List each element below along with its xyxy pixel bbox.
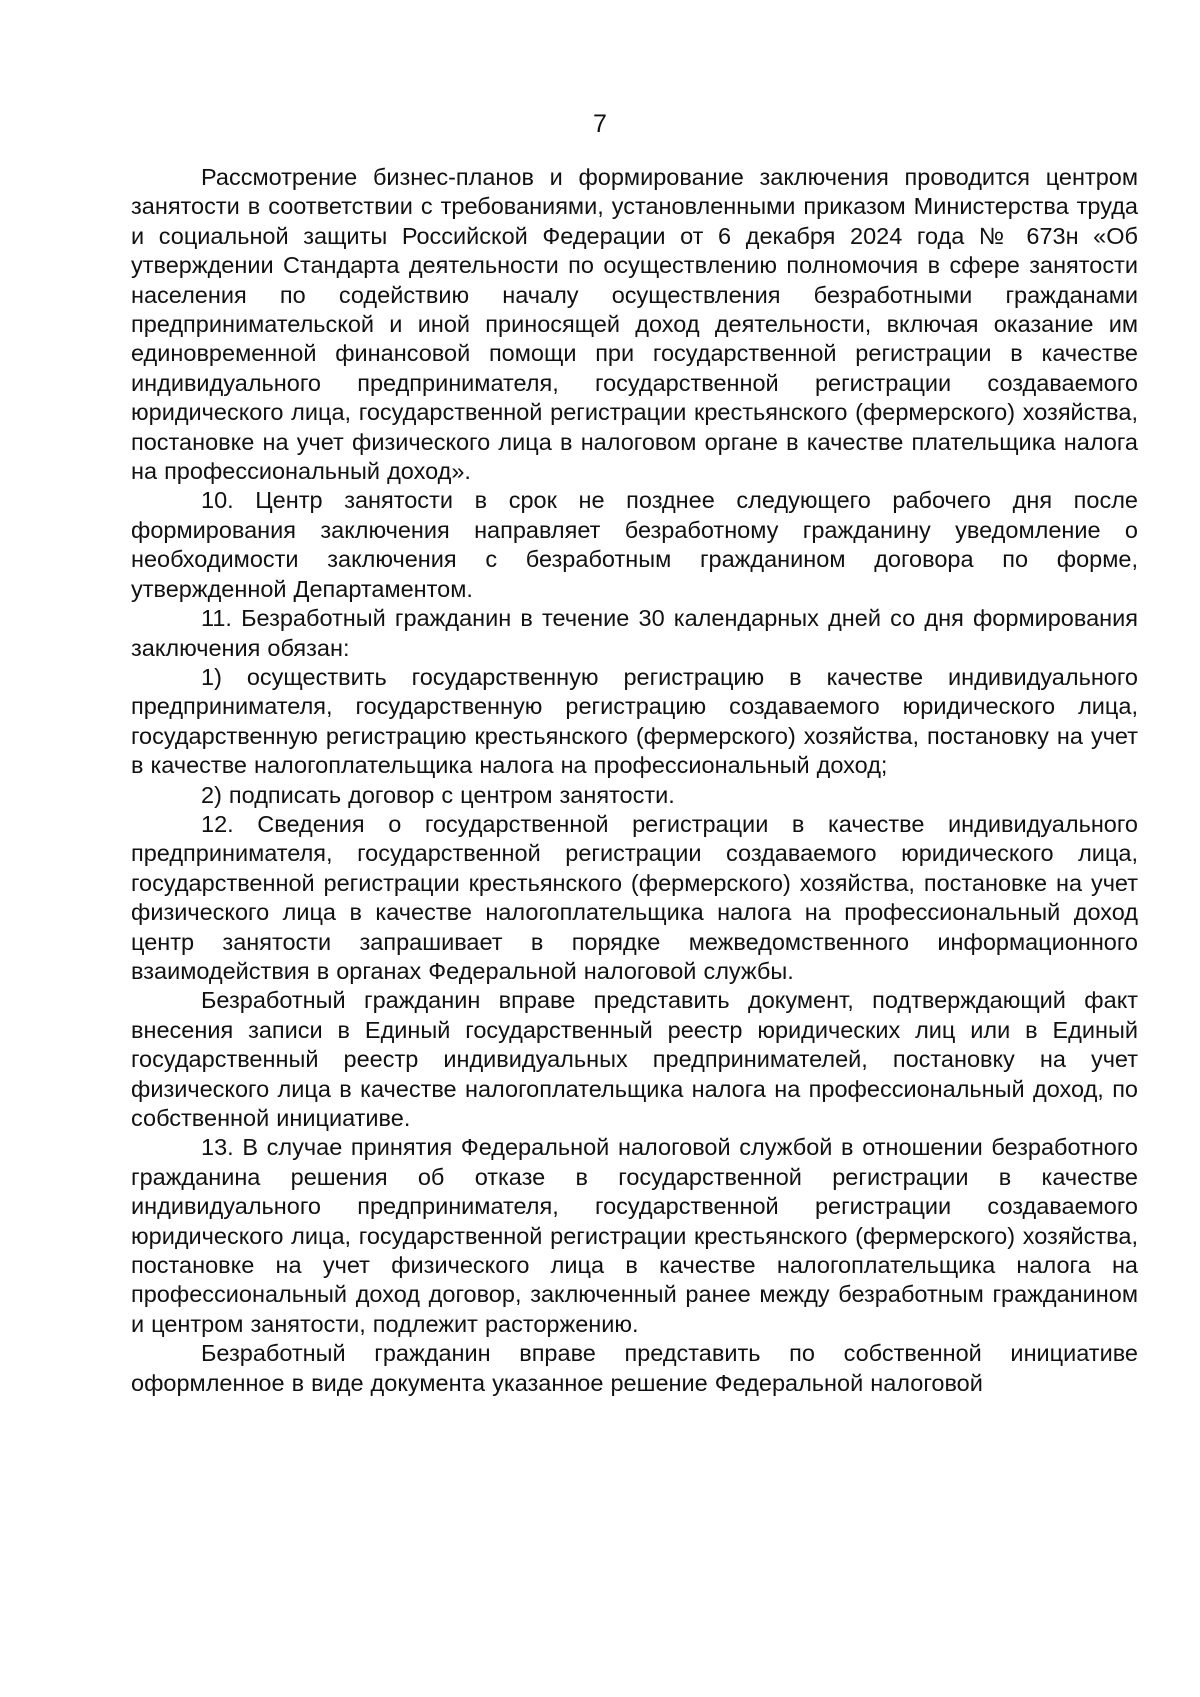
paragraph-item-10: 10. Центр занятости в срок не позднее следующего рабочего дня после формирования заключения направляет безработному гражданину уведомление о необходимости заключения с безработным гражданином договора по форме, утвержденной Департаментом. <box>131 487 1138 602</box>
document-body <box>131 163 1138 1398</box>
paragraph-item-11-sub-1: 1) осуществить государственную регистрацию в качестве индивидуального предпринимателя, государственную регистрацию создаваемого юридического лица, государственную регистрацию крестьянского (фермерского) хозяйства, постановку на учет в качестве налогоплательщика налога на профессиональный доход; <box>131 663 1138 779</box>
paragraph-item-11-sub-2: 2) подписать договор с центром занятости. <box>201 781 675 808</box>
paragraph-business-plan-review: Рассмотрение бизнес-планов и формирование заключения проводится центром занятости в соответствии с требованиями, установленными приказом Министерства труда и социальной защиты Российской Федерации от 6 декабря 2024 года № 673н «Об утверждении Стандарта деятельности по осуществлению полномочия в сфере занятости населения по содействию началу осуществления безработными гражданами предпринимательской и иной приносящей доход деятельности, включая оказание им единовременной финансовой помощи при государственной регистрации в качестве индивидуального предпринимателя, государственной регистрации создаваемого юридического лица, государственной регистрации крестьянского (фермерского) хозяйства, постановке на учет физического лица в налоговом органе в качестве плательщика налога на профессиональный доход». <box>131 164 1138 485</box>
paragraph-item-13-decision-right: Безработный гражданин вправе представить по собственной инициативе оформленное в виде документа указанное решение Федеральной налоговой <box>131 1340 1138 1396</box>
page-number: 7 <box>593 110 607 138</box>
paragraph-item-13: 13. В случае принятия Федеральной налоговой службой в отношении безработного гражданина решения об отказе в государственной регистрации в качестве индивидуального предпринимателя, государственной регистрации создаваемого юридического лица, государственной регистрации крестьянского (фермерского) хозяйства, постановке на учет физического лица в качестве налогоплательщика налога на профессиональный доход договор, заключенный ранее между безработным гражданином и центром занятости, подлежит расторжению. <box>131 1134 1138 1337</box>
paragraph-item-11: 11. Безработный гражданин в течение 30 календарных дней со дня формирования заключения обязан: <box>131 605 1138 661</box>
paragraph-item-12: 12. Сведения о государственной регистрации в качестве индивидуального предпринимателя, государственной регистрации создаваемого юридического лица, государственной регистрации крестьянского (фермерского) хозяйства, постановке на учет физического лица в качестве налогоплательщика налога на профессиональный доход центр занятости запрашивает в порядке межведомственного информационного взаимодействия в органах Федеральной налоговой службы. <box>131 810 1138 984</box>
paragraph-item-12-document-right: Безработный гражданин вправе представить документ, подтверждающий факт внесения записи в Единый государственный реестр юридических лиц или в Единый государственный реестр индивидуальных предпринимателей, постановку на учет физического лица в качестве налогоплательщика налога на профессиональный доход, по собственной инициативе. <box>131 987 1138 1131</box>
